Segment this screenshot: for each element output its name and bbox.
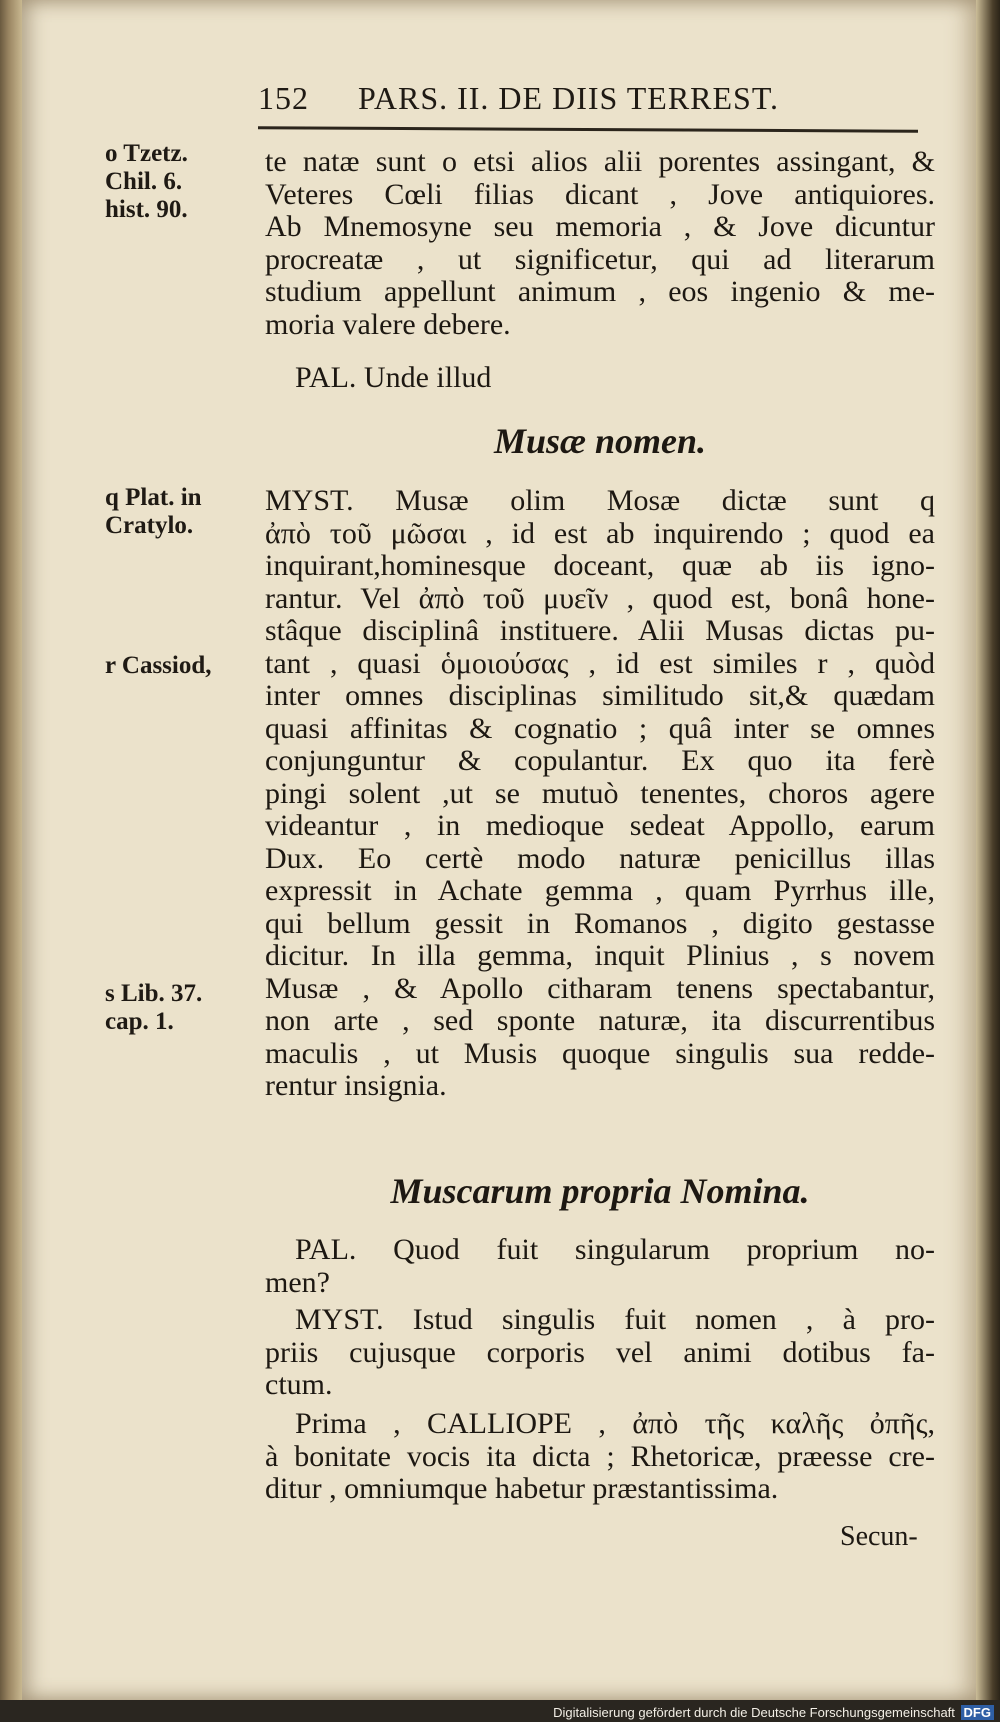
paragraph-1 (265, 146, 935, 341)
text-line: videantur , in medioque sedeat Appollo, earum (265, 810, 935, 842)
margin-note-line: s Lib. 37. (105, 980, 203, 1007)
text-line: stâque disciplinâ instituere. Alii Musas dictas pu- (265, 615, 935, 647)
scan-left-edge (0, 0, 22, 1722)
text-line: qui bellum gessit in Romanos , digito gestasse (265, 907, 935, 940)
text-line: ctum. (265, 1369, 333, 1401)
text-line: PAL. Quod fuit singularum proprium no- (295, 1234, 935, 1266)
text-line: Dux. Eo certè modo naturæ penicillus illas (265, 842, 935, 875)
text-line: conjunguntur & copulantur. Ex quo ita ferè (265, 745, 935, 777)
text-line: ditur , omniumque habetur præstantissima. (265, 1473, 779, 1505)
text-line: à bonitate vocis ita dicta ; Rhetoricæ, præesse cre- (265, 1440, 935, 1473)
margin-note-line: q Plat. in (105, 484, 202, 511)
heading-musae-nomen: Musæ nomen. (493, 421, 707, 461)
text-line: expressit in Achate gemma , quam Pyrrhus ille, (265, 875, 935, 907)
text-line: inter omnes disciplinas similitudo sit,& quædam (265, 680, 935, 712)
running-head (258, 80, 878, 117)
running-title: PARS. II. DE DIIS TERREST. (358, 80, 780, 116)
margin-note-line: o Tzetz. (105, 140, 188, 167)
text-line: non arte , sed sponte naturæ, ita discurrentibus (265, 1005, 935, 1037)
heading-muscarum-nomina: Muscarum propria Nomina. (390, 1171, 810, 1211)
text-line: studium appellunt animum , eos ingenio & me- (265, 276, 935, 308)
text-line: Musæ , & Apollo citharam tenens spectabantur, (265, 972, 935, 1005)
text-line: priis cujusque corporis vel animi dotibus fa- (265, 1336, 935, 1369)
margin-note-line: cap. 1. (105, 1008, 174, 1035)
footer-text: Digitalisierung gefördert durch die Deutsche Forschungsgemeinschaft (553, 1705, 955, 1720)
text-line: tant , quasi ὁμοιούσας , id est similes r , quòd (265, 647, 935, 680)
text-line: ἀπὸ τοῦ μῶσαι , id est ab inquirendo ; quod ea (265, 517, 935, 550)
margin-note-line: Cratylo. (105, 512, 194, 539)
paragraph-4 (265, 1304, 935, 1402)
text-line: men? (265, 1266, 330, 1299)
margin-note-cassiod (105, 652, 245, 680)
margin-note-plat (105, 484, 245, 540)
margin-note-line: hist. 90. (105, 196, 188, 223)
text-line: maculis , ut Musis quoque singulis sua redde- (265, 1037, 935, 1070)
margin-note-lib (105, 980, 245, 1036)
text-line: Prima , CALLIOPE , ἀπὸ τῆς καλῆς ὀπῆς, (295, 1408, 935, 1440)
text-line: Veteres Cœli filias dicant , Jove antiquiores. (265, 178, 935, 211)
paragraph-3 (265, 1234, 935, 1299)
footer-credit (553, 1705, 994, 1720)
text-line: rantur. Vel ἀπὸ τοῦ μυεῖν , quod est, bonâ hone- (265, 582, 935, 615)
dfg-logo: DFG (961, 1705, 994, 1720)
text-line: dicitur. In illa gemma, inquit Plinius , s novem (265, 940, 935, 972)
text-line: te natæ sunt o etsi alios alii porentes assingant, & (265, 146, 935, 178)
text-line: MYST. Musæ olim Mosæ dictæ sunt q (265, 485, 935, 517)
margin-note-line: Chil. 6. (105, 168, 183, 195)
page-number: 152 (258, 80, 309, 116)
paragraph-5 (265, 1408, 935, 1506)
margin-note-line: r Cassiod, (105, 652, 212, 679)
text-line: pingi solent ,ut se mutuò tenentes, choros agere (265, 777, 935, 810)
text-line: MYST. Istud singulis fuit nomen , à pro- (295, 1304, 935, 1336)
text-line: PAL. Unde illud (295, 362, 492, 394)
text-line: quasi affinitas & cognatio ; quâ inter se omnes (265, 712, 935, 745)
text-line: moria valere debere. (265, 308, 511, 341)
text-line: rentur insignia. (265, 1070, 447, 1102)
paragraph-2 (265, 485, 935, 1103)
catchword: Secun- (840, 1521, 918, 1552)
scan-right-edge (976, 0, 1000, 1700)
text-line: inquirant,hominesque doceant, quæ ab iis igno- (265, 550, 935, 582)
text-line: procreatæ , ut significetur, qui ad literarum (265, 243, 935, 276)
margin-note-tzetz (105, 140, 245, 224)
pal-line (295, 362, 965, 395)
text-line: Ab Mnemosyne seu memoria , & Jove dicuntur (265, 211, 935, 243)
